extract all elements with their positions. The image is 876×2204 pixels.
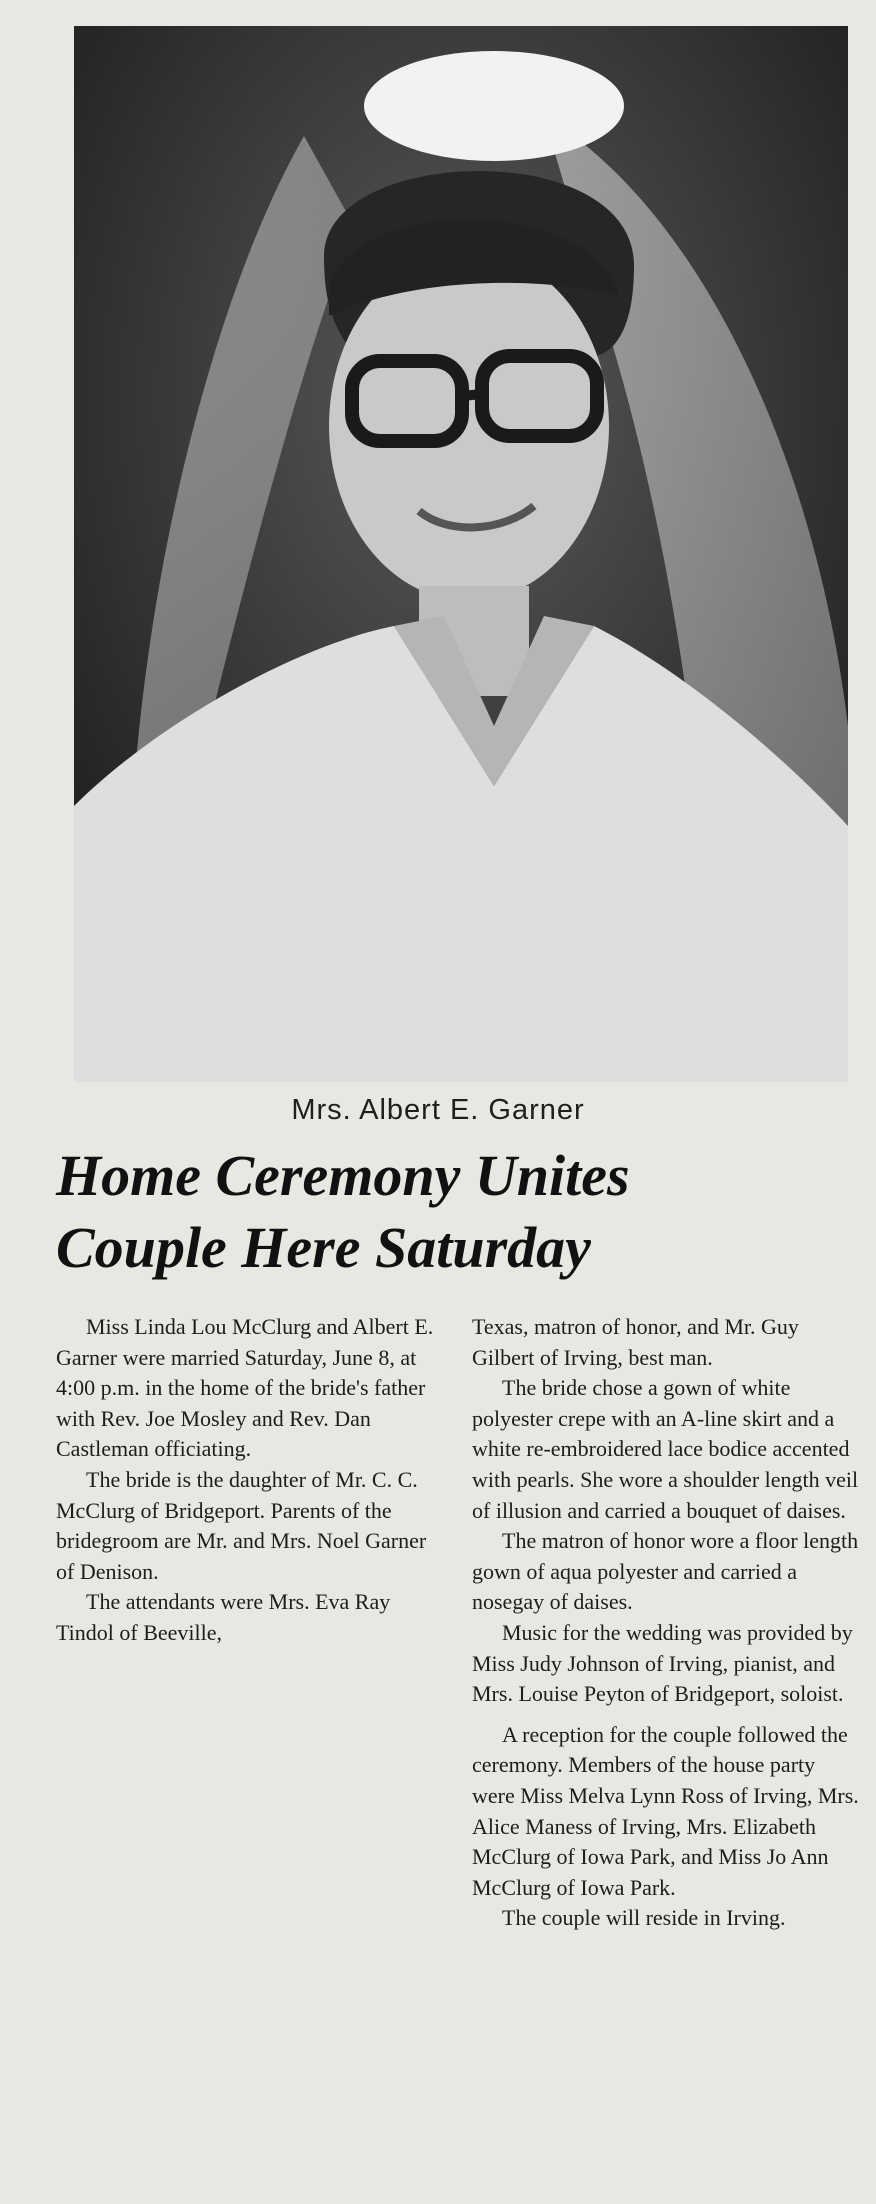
article-right-column [472, 1312, 862, 1934]
photo-caption: Mrs. Albert E. Garner [291, 1094, 585, 1126]
paragraph: The couple will reside in Irving. [502, 1905, 786, 1931]
paragraph: Music for the wedding was provided by Miss Judy Johnson of Irving, pianist, and Mrs. Louise Peyton of Bridgeport, soloist. [472, 1619, 853, 1707]
article-left-column [56, 1312, 440, 1649]
headline [56, 1140, 856, 1284]
paragraph: Miss Linda Lou McClurg and Albert E. Garner were married Saturday, June 8, at 4:00 p.m. in the home of the bride's father with Rev. Joe Mosley and Rev. Dan Castleman officiating. [56, 1314, 434, 1462]
headline-line-1: Home Ceremony Unites [56, 1143, 630, 1208]
paragraph: The matron of honor wore a floor length gown of aqua polyester and carried a nosegay of daises. [472, 1528, 859, 1615]
paragraph: Texas, matron of honor, and Mr. Guy Gilbert of Irving, best man. [472, 1314, 799, 1370]
paragraph: The attendants were Mrs. Eva Ray Tindol of Beeville, [56, 1589, 391, 1645]
paragraph: The bride is the daughter of Mr. C. C. McClurg of Bridgeport. Parents of the bridegroom are Mr. and Mrs. Noel Garner of Denison. [56, 1466, 427, 1584]
bride-photo [74, 26, 848, 1082]
paragraph: A reception for the couple followed the ceremony. Members of the house party were Miss Melva Lynn Ross of Irving, Mrs. Alice Maness of Irving, Mrs. Elizabeth McClurg of Iowa Park, and Miss Jo Ann McClurg of Iowa Park. [472, 1721, 859, 1900]
paragraph: The bride chose a gown of white polyester crepe with an A-line skirt and a white re-embroidered lace bodice accented with pearls. She wore a shoulder length veil of illusion and carried a bouquet of daises. [472, 1375, 859, 1523]
headline-line-2: Couple Here Saturday [56, 1215, 591, 1280]
